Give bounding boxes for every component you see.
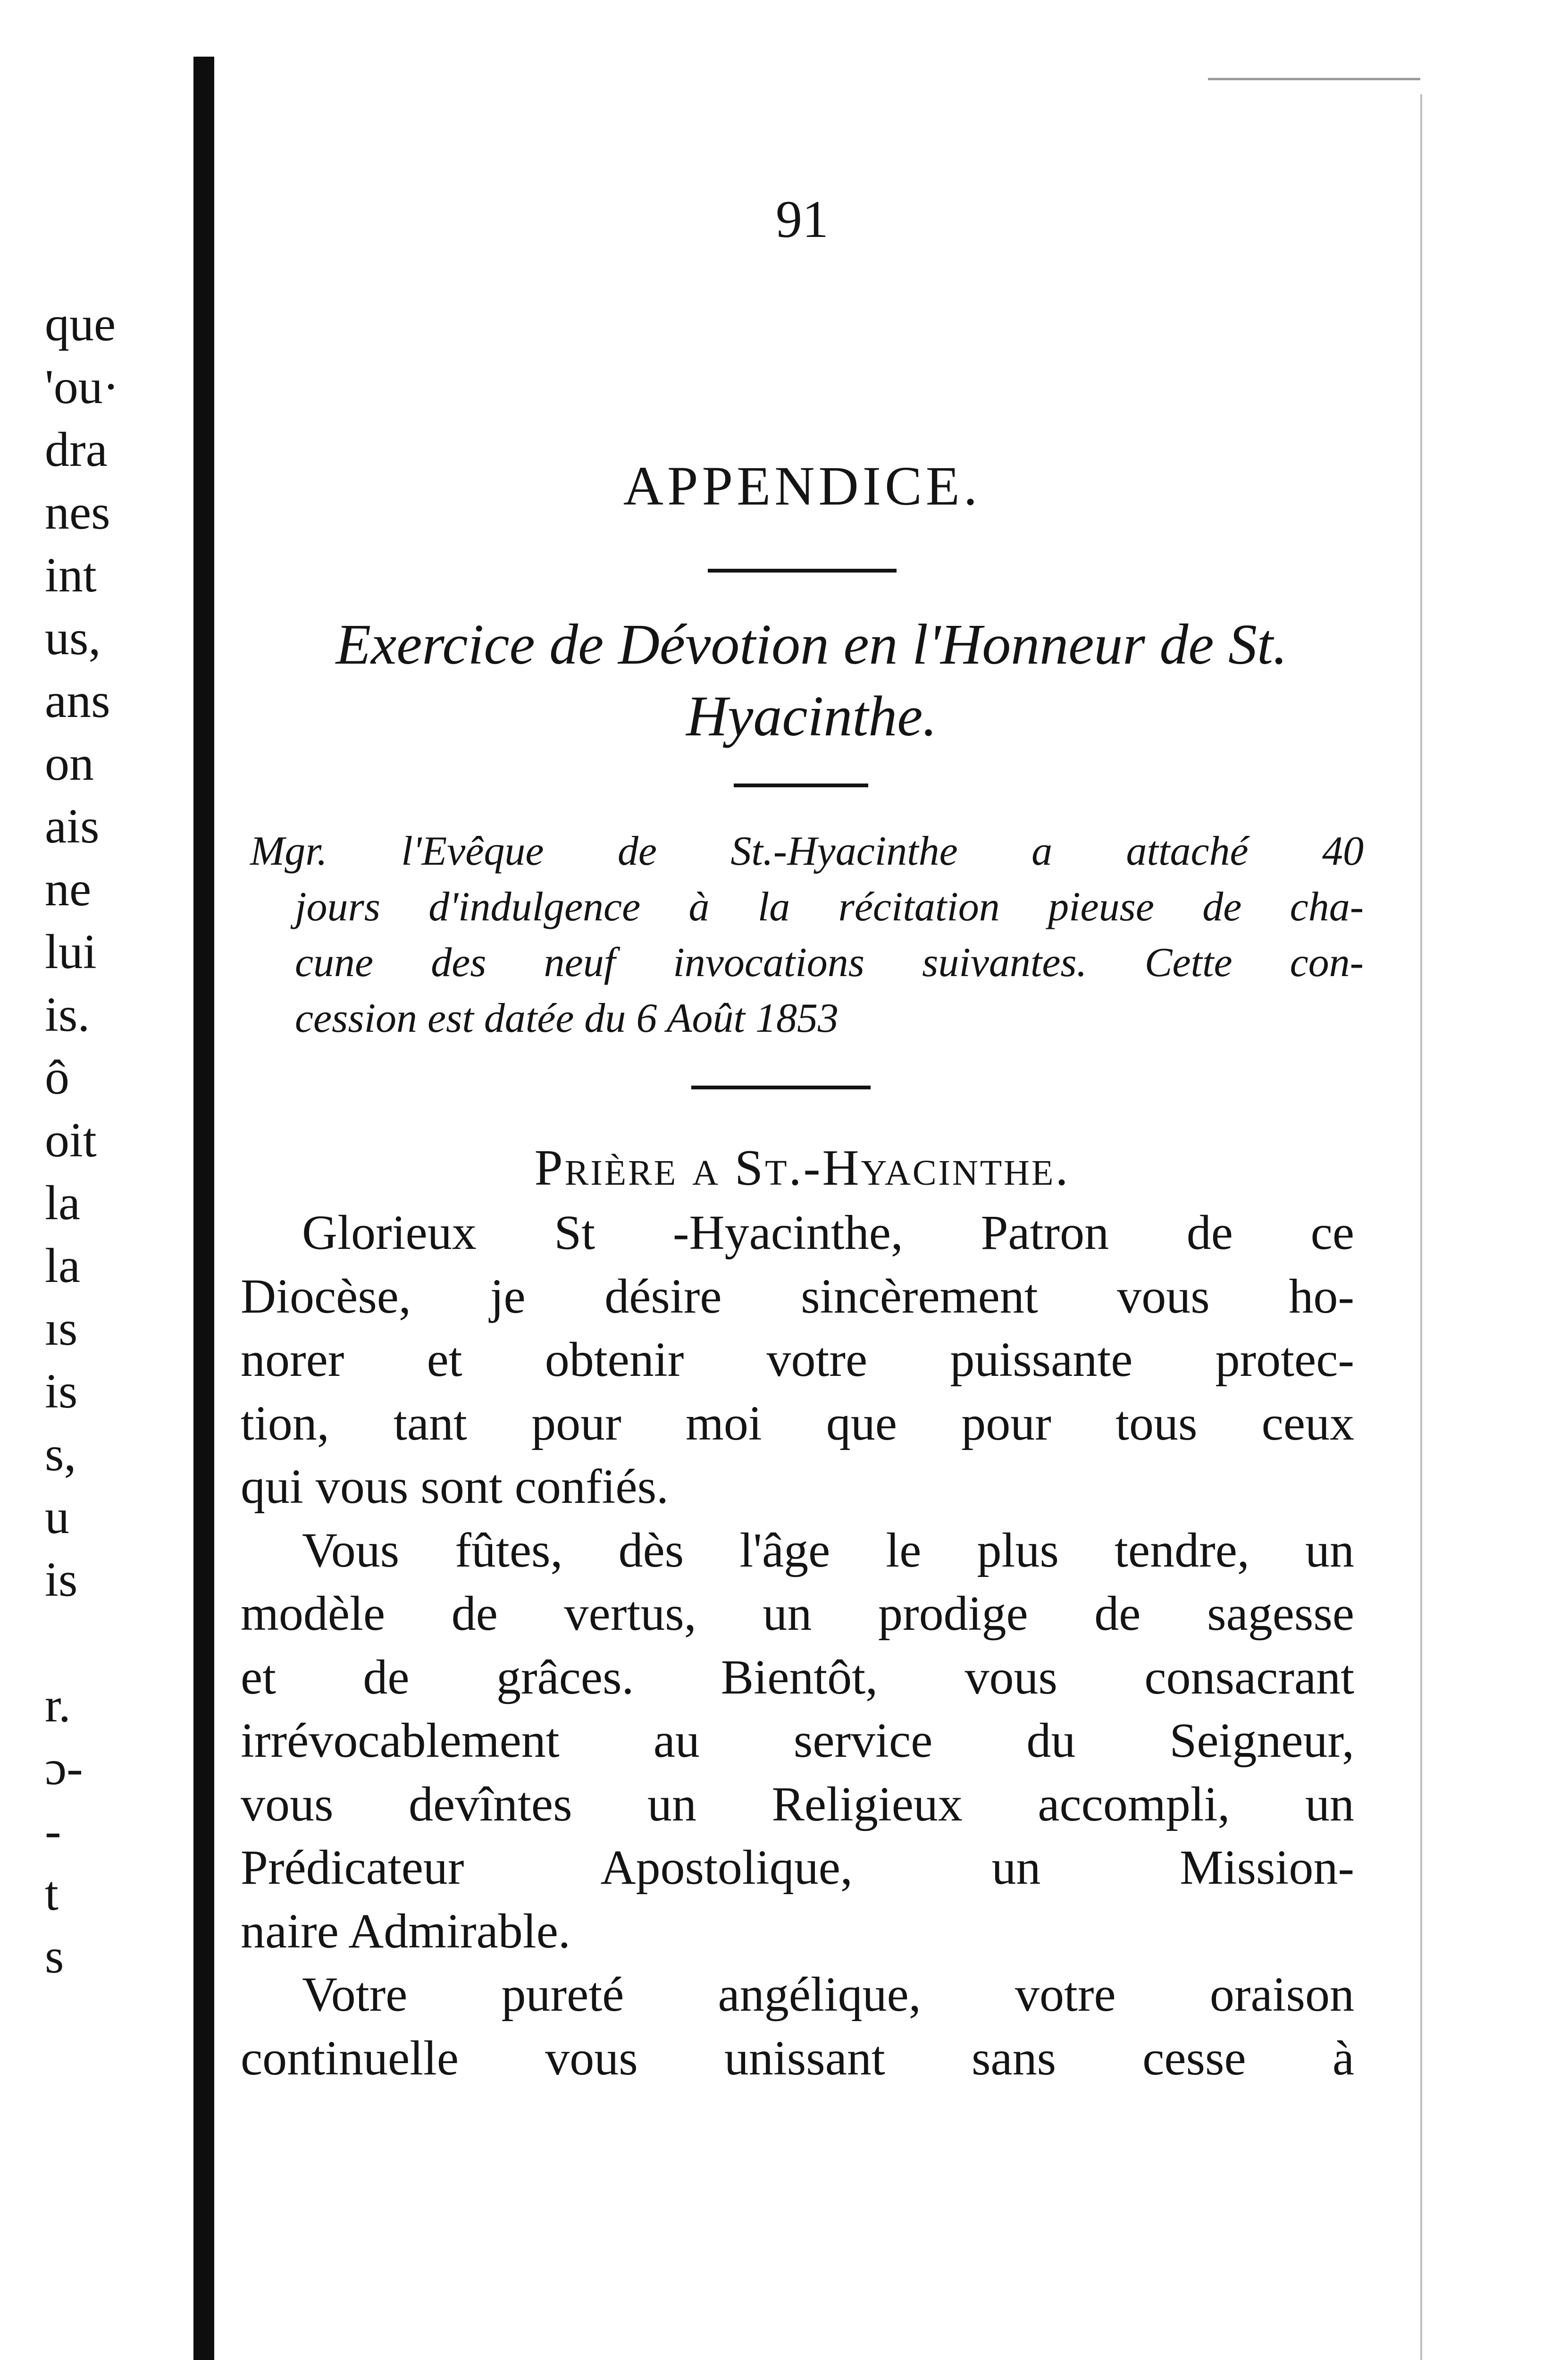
- fragment-line: ô: [45, 1050, 69, 1104]
- divider-rule: [708, 569, 897, 573]
- subtitle-line: Exercice de Dévotion en l'Honneur de St.: [335, 613, 1288, 676]
- fragment-line: nes: [45, 485, 110, 539]
- fragment-line: [45, 1611, 186, 1674]
- page-edge-right: [1420, 94, 1422, 2360]
- prayer-line: et de grâces. Bientôt, vous consacrant: [241, 1650, 1354, 1704]
- prayer-line: continuelle vous unissant sans cesse à: [241, 2031, 1354, 2085]
- fragment-line: is.: [45, 987, 90, 1042]
- fragment-line: -: [45, 1804, 61, 1858]
- fragment-line: que: [45, 297, 116, 351]
- fragment-line: ne: [45, 862, 92, 916]
- prayer-line: Glorieux St -Hyacinthe, Patron de ce: [302, 1205, 1354, 1260]
- prayer-line: tion, tant pour moi que pour tous ceux: [241, 1396, 1354, 1450]
- prayer-line: qui vous sont confiés.: [241, 1459, 669, 1514]
- divider-rule: [734, 784, 868, 787]
- prayer-line: Vous fûtes, dès l'âge le plus tendre, un: [302, 1523, 1354, 1577]
- fragment-line: 'ou·: [45, 360, 119, 414]
- prayer-line: Diocèse, je désire sincèrement vous ho-: [241, 1269, 1354, 1323]
- fragment-line: ans: [45, 674, 110, 728]
- previous-page-fragments: [45, 293, 186, 1988]
- fragment-line: r.: [45, 1678, 71, 1732]
- prayer-line: irrévocablement au service du Seigneur,: [241, 1713, 1354, 1768]
- fragment-line: is: [45, 1364, 78, 1418]
- fragment-line: lui: [45, 925, 97, 979]
- notice-line: jours d'indulgence à la récitation pieuse de cha-: [295, 884, 1364, 930]
- section-heading: APPENDICE.: [623, 455, 981, 517]
- subtitle-line: Hyacinthe.: [686, 684, 937, 748]
- prayer-body: [241, 1201, 1354, 2090]
- prayer-line: Prédicateur Apostolique, un Mission-: [241, 1840, 1354, 1895]
- fragment-line: la: [45, 1239, 81, 1293]
- prayer-line: naire Admirable.: [241, 1904, 570, 1958]
- fragment-line: s,: [45, 1427, 76, 1481]
- fragment-line: ɔ-: [45, 1741, 83, 1795]
- indulgence-notice: [250, 824, 1364, 1046]
- fragment-line: dra: [45, 422, 108, 477]
- fragment-line: us,: [45, 611, 101, 665]
- fragment-line: s: [45, 1929, 64, 1983]
- prayer-title: Prière a St.-Hyacinthe.: [534, 1140, 1070, 1196]
- fragment-line: ıs: [45, 1301, 78, 1356]
- fragment-line: oit: [45, 1113, 97, 1167]
- fragment-line: int: [45, 548, 97, 602]
- prayer-line: Votre pureté angélique, votre oraison: [302, 1967, 1354, 2022]
- divider-rule: [691, 1086, 871, 1089]
- fragment-line: is: [45, 1552, 78, 1607]
- subtitle: [231, 609, 1392, 752]
- fragment-line: t: [45, 1866, 59, 1921]
- fragment-line: ais: [45, 799, 100, 853]
- notice-line: cession est datée du 6 Août 1853: [295, 995, 839, 1041]
- notice-line: cune des neuf invocations suivantes. Cette con-: [295, 940, 1364, 986]
- page-number: 91: [776, 190, 829, 249]
- notice-line: Mgr. l'Evêque de St.-Hyacinthe a attaché 40: [250, 828, 1364, 874]
- fragment-line: u: [45, 1490, 69, 1544]
- binding-gutter-line: [193, 57, 214, 2360]
- fragment-line: la: [45, 1176, 81, 1230]
- page-edge-top: [1208, 78, 1420, 80]
- prayer-line: modèle de vertus, un prodige de sagesse: [241, 1586, 1354, 1641]
- prayer-line: vous devîntes un Religieux accompli, un: [241, 1777, 1354, 1831]
- prayer-line: norer et obtenir votre puissante protec-: [241, 1332, 1354, 1387]
- fragment-line: on: [45, 736, 94, 791]
